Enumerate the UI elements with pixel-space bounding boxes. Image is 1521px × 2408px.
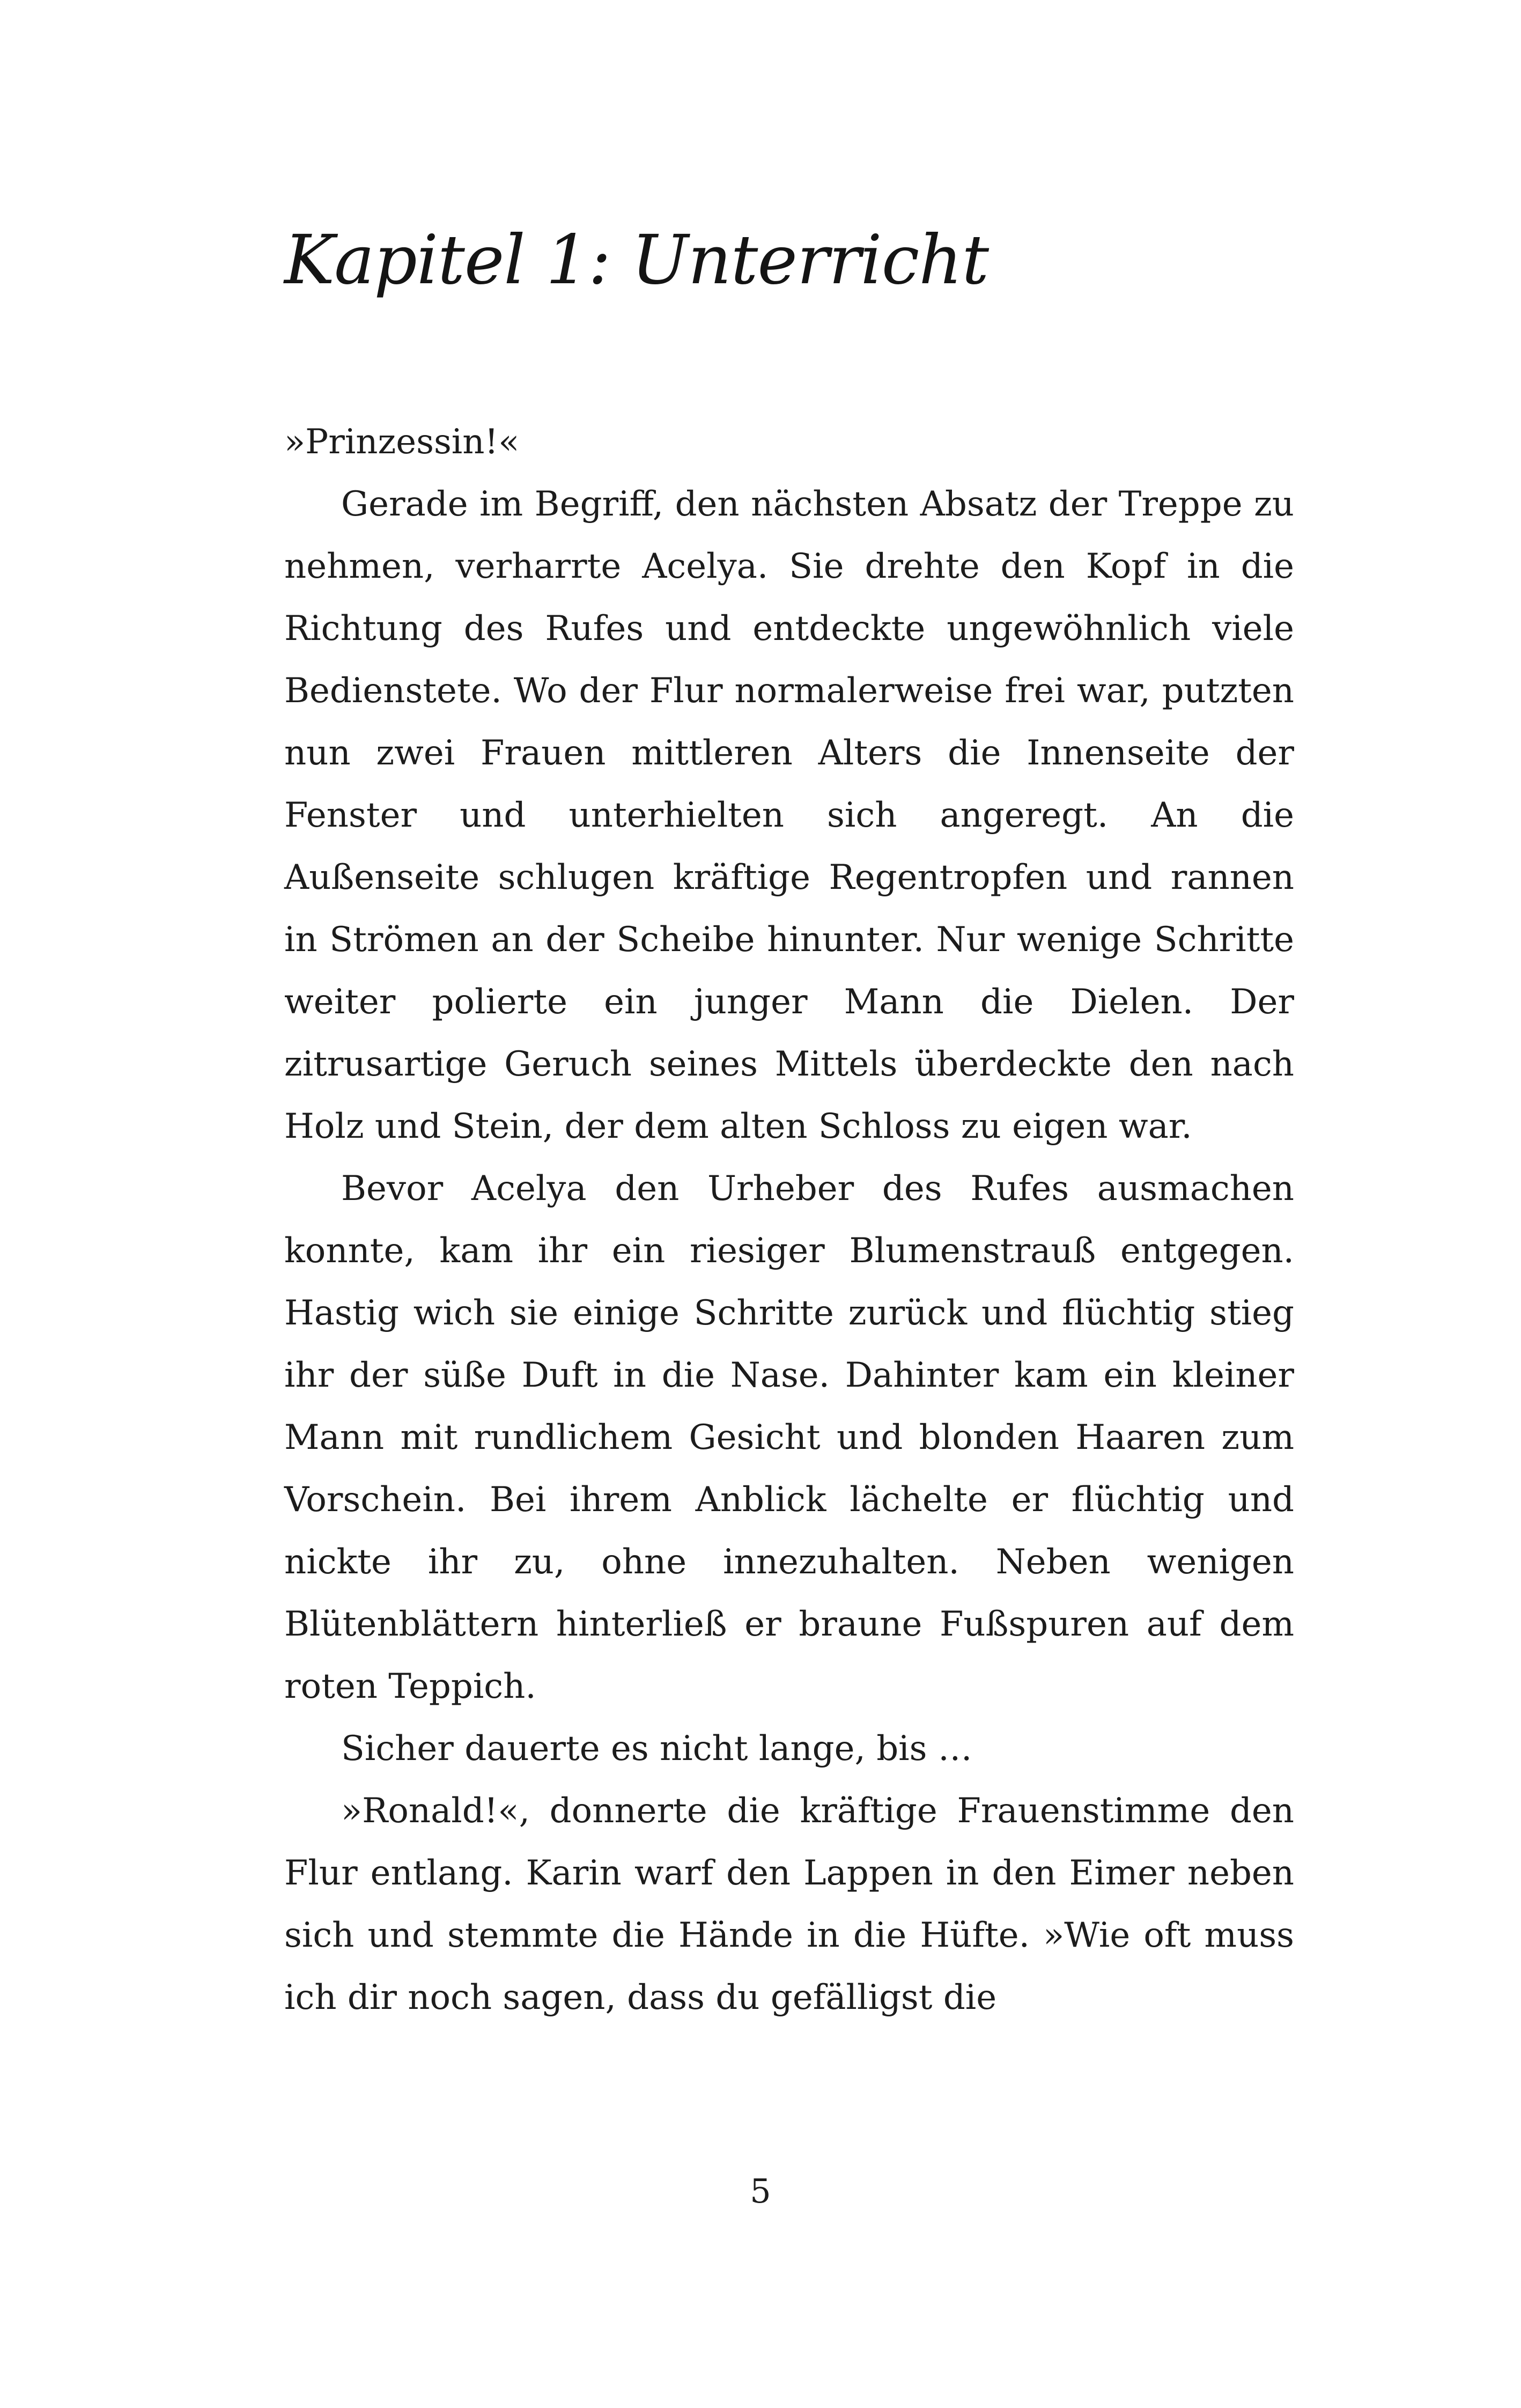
paragraph-opening-call: »Prinzessin!«	[284, 422, 520, 462]
paragraph-staircase: Gerade im Begriff, den nächsten Absatz der Treppe zu nehmen, verharrte Acelya. Sie drehte den Kopf in die Richtung des Rufes und entdeckte ungewöhnlich viele Bedienstete. Wo der Flur normalerweise frei war, putzten nun zwei Frauen mittleren Alters die Innenseite der Fenster und unterhielten sich angeregt. An die Außenseite schlugen kräftige Regentropfen und rannen in Strömen an der Scheibe hinunter. Nur wenige Schritte weiter polierte ein junger Mann die Dielen. Der zitrusartige Geruch seines Mittels überdeckte den nach Holz und Stein, der dem alten Schloss zu eigen war.	[284, 484, 1294, 1146]
chapter-body	[284, 411, 1294, 2029]
chapter-title: Kapitel 1: Unterricht	[284, 220, 989, 299]
paragraph-short-line: Sicher dauerte es nicht lange, bis …	[341, 1729, 972, 1769]
page-number: 5	[750, 2171, 771, 2211]
paragraph-ronald: »Ronald!«, donnerte die kräftige Frauenstimme den Flur entlang. Karin warf den Lappen in den Eimer neben sich und stemmte die Hände in die Hüfte. »Wie oft muss ich dir noch sagen, dass du gefälligst die	[284, 1791, 1294, 2017]
paragraph-flower-bouquet: Bevor Acelya den Urheber des Rufes ausmachen konnte, kam ihr ein riesiger Blumenstrauß entgegen. Hastig wich sie einige Schritte zurück und flüchtig stieg ihr der süße Duft in die Nase. Dahinter kam ein kleiner Mann mit rundlichem Gesicht und blonden Haaren zum Vorschein. Bei ihrem Anblick lächelte er flüchtig und nickte ihr zu, ohne innezuhalten. Neben wenigen Blütenblättern hinterließ er braune Fußspuren auf dem roten Teppich.	[284, 1169, 1294, 1706]
